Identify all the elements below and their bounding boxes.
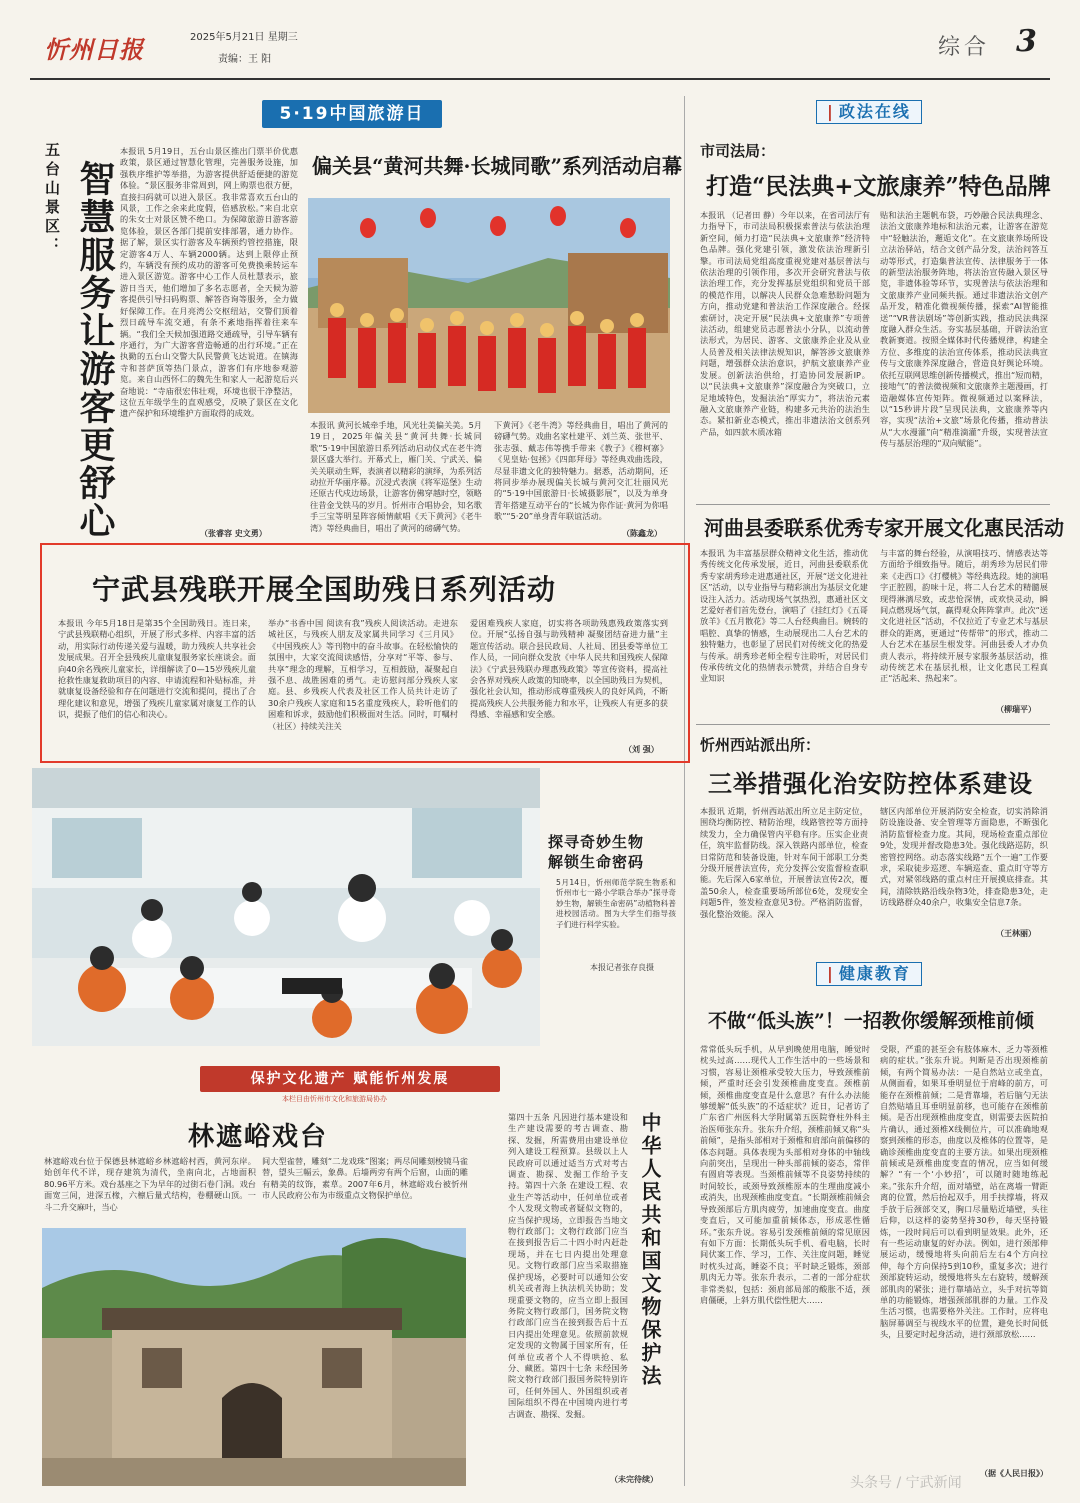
neck-body-col1: 常常低头玩手机，从早到晚使用电脑，睡觉时枕头过高……现代人工作生活中的一些场景和习惯，容易让颈椎承受较大压力，导致颈椎前倾，严重时还会引发颈椎曲度变直。颈椎前倾，颈椎曲度变直是什么意思？有什么办法能够缓解“低头族”的不适症状？近日，记者访了广东省广州医科大学附属第五医院脊柱外科主治医师张东升。张东升介绍，颈椎前倾又称“头前倾”，是指头部相对于颈椎和肩部向前偏移的体态问题。具体表现为头部相对身体的中轴线向前突出，呈现出一种头部前倾的姿态，常伴有圆肩等表现。当颈椎前倾等不良姿势持续的时间较长，或颈导致颈椎原本的生理曲度减小或消失，出现颈椎曲度变直。“长期颈椎前倾会导致颈部后方肌肉疲劳，加速曲度变直。曲度变直后，又可能加重前倾体态，形成恶性循环。”张东升说。容易引发颈椎前倾的常见原因有如下方面：长期低头玩手机、看电脑，长时间伏案工作、学习，工作、关注度问题，睡觉时枕头过高，睡姿不良；平时缺乏锻炼，颈部肌肉无力等。张东升表示，二者的一部分症状非常类似，包括：颈肩部局部的酸胀不适，颈肩僵硬，上斜方肌代偿性肥大……	[700, 1044, 870, 1305]
xinzhou-west-body-col1: 本报讯 近期，忻州西站派出所立足主防定位，围绕均衡防控、精防治理，线路管控等方面持续发力，全力确保管内平稳有序。压实企业责任，筑牢监督防线。深入铁路内部单位，检查日常防范和装备设施，针对车间干部职工分类分级开展普法宣传，充分发挥公安监督检查职能。先后深入6家单位，开展普法宣传2次，覆盖50余人，检查重要场所部位6处，发现安全问题5件，签发检查意见3份。严格消防监督，强化整治效能。深入	[700, 806, 868, 919]
watermark: 头条号 / 宁武新闻	[850, 1475, 962, 1491]
ningwu-body-col2: 举办“书香中国 阅读有我”残疾人阅读活动。走进东城社区，与残疾人朋友及家属共同学习《三月风》《中国残疾人》等刊物中的奋斗故事。在轻松愉快的氛围中，大家交流阅读感悟，分享对“平等、参与、共享”理念的理解，互相学习，互相鼓励，凝聚起自强不息、战胜困难的勇气。走访慰问部分残疾人家庭。县、乡残疾人代表及社区工作人员共计走访了30余户残疾人家庭和15名重度残疾人，聆听他们的困难和诉求，鼓励他们积极面对生活。同时，叮嘱村（社区）持续关注关	[268, 618, 458, 731]
page-number: 3	[1016, 24, 1037, 59]
wutai-kicker: 五台山景区：	[43, 142, 61, 256]
heritage-photo	[42, 1228, 466, 1486]
heritage-sub-banner: 本栏目由忻州市文化和旅游局协办	[282, 1095, 387, 1103]
tag-bar-icon: |	[827, 102, 835, 121]
ningwu-credit: （刘 强）	[624, 745, 659, 754]
column-rule	[684, 96, 685, 1486]
neck-title: 不做“低头族”！一招教你缓解颈椎前倾	[708, 1010, 1034, 1032]
wutai-title: 智慧服务让游客更舒心	[74, 160, 116, 540]
sifa-body-col2: 贴和法治主题帆布袋，巧妙融合民法典理念、法治文旅康养地标和法治元素，让游客在游览中“轻触法治，邂逅文化”。在文旅康养场所设立法治驿站，结合文创产品分发，法治问答互动等形式，打造集普法宣传、法律服务于一体的新型法治服务阵地，将法治宣传融入景区导览，非遗体验等环节，实现普法与依法治理和文旅康养产业同频共振。通过非遗法治文创产品开发，精准化微视频传播，探索“AI智能推送”“VR普法剧场”等创新实践，推动民法典深度融入群众生活。夯实基层基础，开辟法治宣教新赛道。按照全媒体时代传播规律，构建全方位、多维度的法治宣传体系，推动民法典宣传与文旅康养深度融合，营造良好舆论环境。依托互联网思维创新传播模式，推出“短而精，接地气”的普法微视频和文旅康养主题漫画，打造融媒体宣传矩阵。微视频通过以案释法，以“15秒讲片段”呈现民法典，文旅康养等内容，实现“法治+文旅”场景化传播，推动普法从“大水漫灌”向“精准滴灌”升级，实现普法宣传与基层治理的“双向赋能”。	[880, 210, 1048, 449]
issue-date: 2025年5月21日 星期三	[190, 32, 298, 43]
heritage-banner	[200, 1066, 500, 1092]
tourism-day-banner	[262, 100, 442, 128]
page-editor: 责编：王 阳	[218, 54, 272, 65]
hequ-rule	[696, 724, 1050, 725]
pianguan-body-col2: 下黄河》《老牛湾》等经典曲目，唱出了黄河的磅礴气势。戏曲名家杜建平、刘兰英、张世平、张志强、戴志伟等携手带来《教子》《穆柯寨》《见皇姑·包拯》《四郎拜母》等经典戏曲选段，尽显非遗文化的独特魅力。据悉，活动期间，还将同步举办展现偏关长城与黄河交汇壮丽风光的“5·19中国旅游日·长城摄影展”，以及为单身青年搭建互动平台的“长城为你作证·黄河为你唱歌”“5·20”单身青年联谊活动。	[494, 420, 668, 522]
heritage-banner-text: 保护文化遗产 赋能忻州发展	[250, 1071, 450, 1087]
xinzhou-west-title: 三举措强化治安防控体系建设	[708, 769, 1033, 798]
ningwu-body-col1: 本报讯 今年5月18日是第35个全国助残日。连日来，宁武县残联精心组织，开展了形式多样、内容丰富的活动，用实际行动传递关爱与温暖，助力残疾人共享社会发展成果。召开全县残疾儿童康复服务家长座谈会。面向40余名残疾儿童家长，详细解读了0—15岁残疾儿童抢救性康复救助项目的内容、申请流程和补贴标准，并就康复设备经验和存在问题进行交流和提问，提出了合理化建议和意见，增强了残疾儿童家属对康复工作的认识，提振了他们的信心和决心。	[58, 618, 256, 720]
sifa-rule	[696, 504, 1050, 505]
hequ-body-col1: 本报讯 为丰富基层群众精神文化生活，推动优秀传统文化传承发展，近日，河曲县委联系优秀专家胡秀珍走进惠通社区，开展“送文化进社区”活动，以专业指导与精彩演出为基层文化建设注入活力。活动现场气氛热烈，惠通社区文艺爱好者们首先登台，演唱了《挂红灯》《五哥放羊》《五月散花》等二人台经典曲目。婉转的唱腔、真挚的情感，生动展现出二人台艺术的独特魅力，也彰显了居民们对传统文化的热爱与传承。胡秀珍老师全程专注聆听，对居民们传承传统文化的热情表示赞赏，并结合自身专业知识	[700, 548, 868, 684]
heritage-body-col2: 间大型雀替，雕刻“二龙戏珠”图案；两尽间雕刻梭镜马雀替，望头三幅云，象鼻。后墙两旁有两个后窗，山面的雕有精美的纹饰，素草。2007年6月，林遮峪戏台被忻州市人民政府公布为市级重点文物保护单位。	[262, 1156, 468, 1201]
xinzhou-west-kicker: 忻州西站派出所：	[700, 736, 821, 754]
wutai-credit: （张睿容 史文勇）	[200, 529, 267, 538]
ningwu-body-col3: 爱困难残疾人家庭，切实将各项助残惠残政策落实到位。开展“弘扬自强与助残精神 凝聚团结奋进力量”主题宣传活动。联合县民政局、人社局、团县委等单位工作人员，一同向群众发放《中华人民共和国残疾人保障法》《宁武县残联办理惠残政策》等宣传资料，提高社会各界对残疾人政策的知晓率，以全国助残日为契机，强化社会认知，推动形成尊重残疾人的良好风尚，不断提高残疾人公共服务能力和水平，让残疾人有更多的获得感、幸福感和安全感。	[470, 618, 668, 720]
masthead-rule	[30, 78, 1050, 80]
politics-section-label: 政法在线	[838, 102, 911, 121]
section-name: 综合	[938, 35, 991, 60]
biology-caption: 5月14日，忻州师范学院生物系和忻州市七一路小学联合举办“探寻奇妙生物，解锁生命密码”动植物科普进校园活动。图为大学生们指导孩子们进行科学实验。	[556, 878, 676, 929]
pianguan-title: 偏关县“黄河共舞·长城同歌”系列活动启幕	[312, 154, 682, 178]
sifa-kicker: 市司法局：	[700, 142, 776, 160]
sifa-body-col1: 本报讯 （记者田 静）今年以来，在省司法厅有力指导下，市司法局积极探索普法与依法治理新空间，倾力打造“民法典+文旅康养”经济特色品牌。强化党建引领，激发依法治理新引擎。市司法局党组高度重视党建对基层普法与依法治理的引领作用，多次开会研究普法与依法治理工作，充分发挥基层党组织和党员干部的模范作用，以解决人民群众急难愁盼问题为方向，推动党建和普法治工作深度融合。经探索研讨，决定开展“民法典+文旅康养”专项普法活动，组建党员志愿普法小分队，以流动普法形式，为居民、游客、文旅康养企业及从业人员普及相关法律法规知识，解答涉文旅康养问题，增强群众法治意识，护航文旅康养产业发展。创新法治供给，打造协同发展新IP。以“民法典+文旅康养”深度融合为突破口，立足地域特色，发掘法治“厚实力”，将法治元素融入文旅康养产业链，构建多元共治的法治生态。紧扣新业态模式，推出非遗法治文创系列产品，如四款木质冰箱	[700, 210, 870, 437]
heritage-title: 林遮峪戏台	[188, 1122, 329, 1152]
hequ-title: 河曲县委联系优秀专家开展文化惠民活动	[704, 516, 1064, 540]
health-section-tag	[816, 962, 922, 986]
hequ-body-col2: 与丰富的舞台经验，从演唱技巧、情感表达等方面给予细致指导。随后，胡秀珍为居民们带来《走西口》《打樱桃》等经典选段。她的演唱字正腔圆，韵味十足，将二人台艺术的精髓展现得淋漓尽致，或悲怆深情，或欢快灵动，瞬间点燃现场气氛，赢得观众阵阵掌声。此次“送文化进社区”活动，不仅拉近了专业艺术与基层群众的距离，更通过“传帮带”的形式，推动二人台艺术在基层生根发芽。河曲县委人才办负责人表示，将持续开展专家服务基层活动，推动传统艺术在基层扎根，让文化惠民工程真正“活起来、热起来”。	[880, 548, 1048, 684]
ningwu-title: 宁武县残联开展全国助残日系列活动	[92, 573, 557, 606]
newspaper-logo: 忻州日报	[44, 35, 144, 64]
wutai-body: 本报讯 5月19日，五台山景区推出门票半价优惠政策，景区通过智慧化管理，完善服务设施，加强秩序维护等举措，为游客提供舒适便捷的游览体验。“景区服务非常周到，网上购票也很方便，直接扫码就可以进入景区。我非常喜欢五台山的风景，工作之余来此度假，倍感放松。”来自北京的朱女士对景区赞不绝口。为保障旅游日游客游览体验，景区各部门提前安排部署，通力协作。据了解，景区实行游客及车辆预约管控措施，限定游客4万人、车辆2000辆。达到上限停止预约，车辆没有预约成功的游客可免费换乘转运车进入景区游览。游客中心工作人员杜慧表示，旅游日当天，他们增加了多名志愿者，全天候为游客提供引导扫码购票、解答咨询等服务，全力做好保障工作。在月亮湾公交枢纽站，交警们顶着烈日疏导车流交通，有条不紊地指挥着往来车辆。“我们全天候加强道路交通疏导，引导车辆有序通行，为广大游客营造畅通的出行环境。”正在执勤的五台山交警大队民警黄飞达说道。在镇海寺和菩萨顶等热门景点，游客们有序地参观游览。来自山西怀仁的魏先生和家人一起游览后兴奋地说：“寺庙很宏伟壮观，环境也很干净整洁，这位五年级学生的直观感受，反映了景区在文化遗产保护和环境维护方面取得的成效。	[120, 146, 298, 419]
pianguan-body-col1: 本报讯 黄河长城牵手地，风光壮美偏关美。5月19日，2025年偏关县“黄河共舞·长城同歌”5·19中国旅游日系列活动启动仪式在老牛湾景区盛大举行。开幕式上，雁门关、宁武关、偏关关联动生辉，表演者以精彩的演绎，为系列活动拉开华丽序幕。沉浸式表演《将军巡堡》生动还原古代戍边场景，让游客仿佛穿越时空，领略往昔金戈铁马的岁月。忻州市合唱协会，知名歌手三宝等明星阵容倾情献唱《天下黄河》《老牛湾》等经典曲目，唱出了黄河的磅礴气势。	[310, 420, 482, 533]
masthead	[30, 20, 1050, 76]
pianguan-credit: （陈鑫龙）	[622, 529, 662, 538]
tag-bar-icon: |	[827, 964, 835, 983]
tourism-day-banner-text: 5·19中国旅游日	[279, 104, 425, 124]
law-title: 中华人民共和国文物保护法	[638, 1112, 662, 1388]
health-section-label: 健康教育	[838, 964, 911, 983]
law-body: 第四十五条 凡因进行基本建设和生产建设需要的考古调查、勘探、发掘，所需费用由建设单位列入建设工程预算。县级以上人民政府可以通过适当方式对考古调查、勘探、发掘工作给予支持。第四十六条 在建设工程、农业生产等活动中，任何单位或者个人发现文物或者疑似文物的，应当保护现场，立即报告当地文物行政部门；文物行政部门应当在接到报告后二十四小时内赶赴现场，并在七日内提出处理意见。文物行政部门应当采取措施保护现场，必要时可以通知公安机关或者海上执法机关协助；发现重要文物的，应当立即上报国务院文物行政部门，国务院文物行政部门应当在接到报告后十五日内提出处理意见。依照前款规定发现的文物属于国家所有，任何单位或者个人不得哄抢、私分、藏匿。第四十七条 未经国务院文物行政部门报国务院特别许可，任何外国人、外国组织或者国际组织不得在中国境内进行考古调查、勘探、发掘。	[508, 1112, 628, 1419]
heritage-body-col1: 林遮峪戏台位于保德县林遮峪乡林遮峪村西，黄河东岸。始创年代不详，现存建筑为清代，坐南向北，占地面积80.96平方米。戏台基座之下为早年的过街石卷门洞。戏台面宽三间，进深五椽，六檩后量式结构，卷棚硬山顶。一斗二升交麻叶，当心	[44, 1156, 256, 1212]
pianguan-photo	[308, 198, 670, 413]
law-credit: （未完待续）	[610, 1475, 658, 1484]
xinzhou-west-credit: （王林丽）	[996, 929, 1036, 938]
neck-credit: （据《人民日报》）	[980, 1469, 1048, 1478]
politics-section-tag	[816, 100, 922, 124]
biology-credit: 本报记者张存良摄	[590, 963, 654, 972]
biology-title: 探寻奇妙生物 解锁生命密码	[548, 833, 645, 871]
hequ-credit: （柳瑞平）	[996, 705, 1036, 714]
xinzhou-west-body-col2: 辖区内部单位开展消防安全检查，切实消除消防设施设备、安全管理等方面隐患，不断强化消防监督检查力度。其间，现场检查重点部位9处，发现并督改隐患3处。强化线路巡防，织密管控网络。动态落实线路“五个一遍”工作要求，采取徒步巡逻、车辆巡查、重点盯守等方式，对紧邻线路的重点村庄开展摸底排查。其间，清除铁路沿线杂物3处，排查隐患3处，走访线路群众40余户，收集安全信息7条。	[880, 806, 1048, 908]
sifa-title: 打造“民法典+文旅康养”特色品牌	[706, 173, 1051, 200]
neck-body-col2: 受限，严重的甚至会有肢体麻木、乏力等颈椎病的症状。”张东升说。判断是否出现颈椎前倾，有两个简易办法：一是自然站立或坐直，从侧面看，如果耳垂明显位于肩峰的前方，可能存在颈椎前倾；二是背靠墙，若后脑勺无法自然贴墙且耳垂明显前移，也可能存在颈椎前倾。是否出现颈椎曲度变直，则需要去医院拍片确认，通过颈椎X线侧位片，可以准确地观察到颈椎的形态，曲度以及椎体的位置等，是确诊颈椎曲度变直的主要方法。如果出现颈椎前倾或是颈椎曲度变直的情况，应当如何缓解？“有一个‘小妙招’，可以随时随地练起来。”张东升介绍，面对墙壁，站在离墙一臂距离的位置，然后抬起双手，用手扶撑墙，将双手放于后颈部交叉，胸口尽量贴近墙壁，头往后仰，以这样的姿势坚持30秒，每天坚持锻炼，一段时间后可以看到明显效果。此外，还有一些运动康复的好办法。例如，进行颈部伸展运动，缓慢地将头向前后左右4个方向拉伸，每个方向保持5到10秒，重复多次；进行颈部旋转运动，缓慢地将头左右旋转，缓解颈部肌肉的紧张；进行靠墙站立，头手对抗等简单的功能锻炼，增强颈部肌群的力量。工作及生活习惯，也需要格外关注。工作时，应将电脑屏幕调至与视线水平的位置，避免长时间低头，且要定时起身活动，进行颈部放松……	[880, 1044, 1048, 1340]
biology-photo	[32, 768, 540, 1046]
